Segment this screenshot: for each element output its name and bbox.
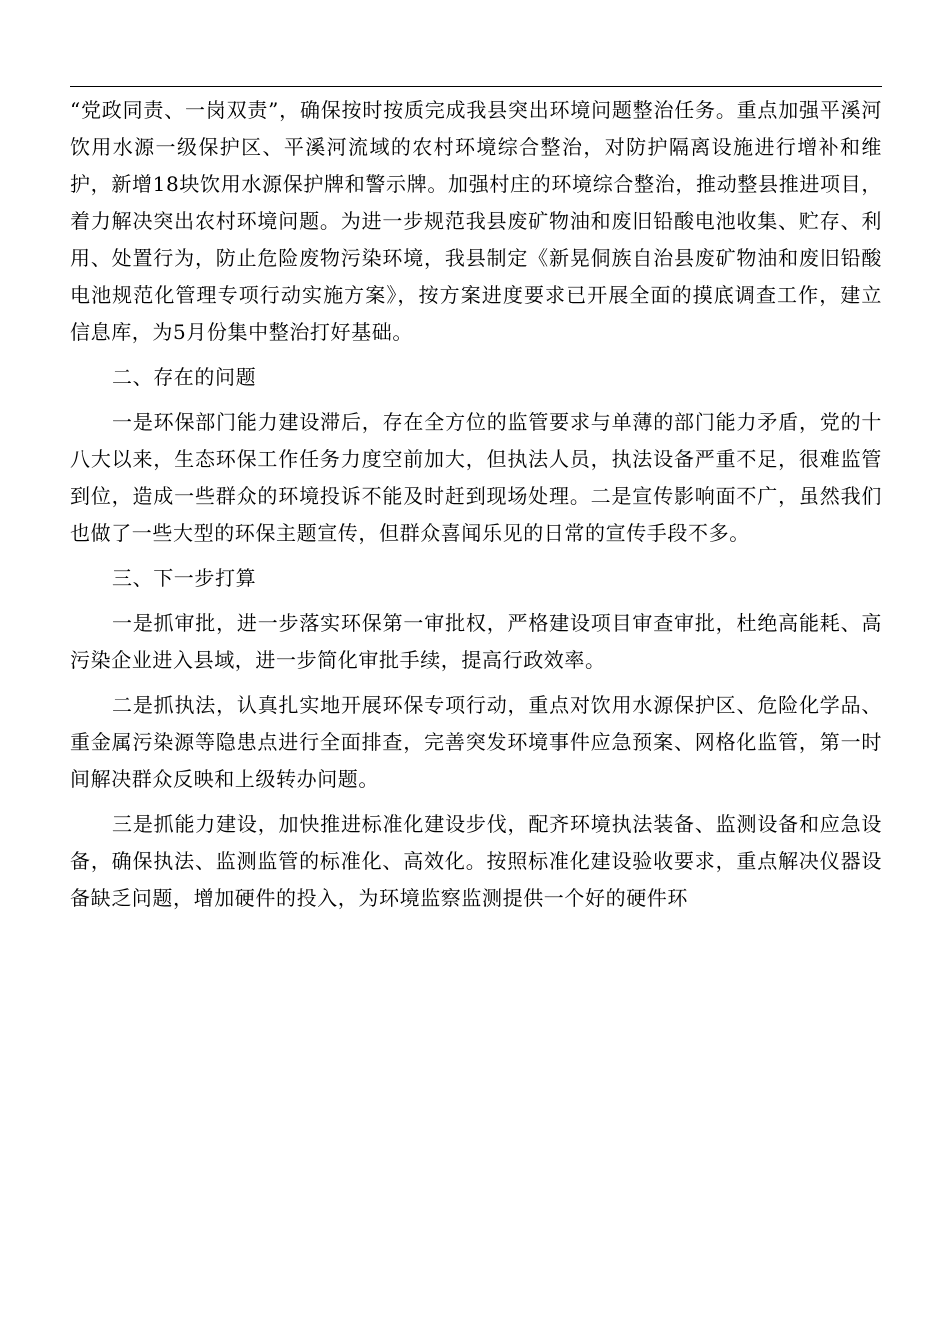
section-heading-next-steps: 三、下一步打算 (112, 566, 257, 590)
document-body (70, 92, 882, 917)
paragraph-continuation: “党政同责、一岗双责”，确保按时按质完成我县突出环境问题整治任务。重点加强平溪河饮用水源一级保护区、平溪河流域的农村环境综合整治，对防护隔离设施进行增补和维护，新增18块饮用水源保护牌和警示牌。加强村庄的环境综合整治，推动整县推进项目，着力解决突出农村环境问题。为进一步规范我县废矿物油和废旧铅酸电池收集、贮存、利用、处置行为，防止危险废物污染环境，我县制定《新晃侗族自治县废矿物油和废旧铅酸电池规范化管理专项行动实施方案》，按方案进度要求已开展全面的摸底调查工作，建立信息库，为5月份集中整治打好基础。 (70, 98, 882, 344)
paragraph-capacity: 三是抓能力建设，加快推进标准化建设步伐，配齐环境执法装备、监测设备和应急设备，确保执法、监测监管的标准化、高效化。按照标准化建设验收要求，重点解决仪器设备缺乏问题，增加硬件的投入，为环境监察监测提供一个好的硬件环 (70, 812, 882, 910)
header-divider (70, 86, 882, 87)
paragraph-enforcement: 二是抓执法，认真扎实地开展环保专项行动，重点对饮用水源保护区、危险化学品、重金属污染源等隐患点进行全面排查，完善突发环境事件应急预案、网格化监管，第一时间解决群众反映和上级转办问题。 (70, 693, 882, 791)
document-page (70, 0, 882, 1344)
paragraph-problems: 一是环保部门能力建设滞后，存在全方位的监管要求与单薄的部门能力矛盾，党的十八大以来，生态环保工作任务力度空前加大，但执法人员，执法设备严重不足，很难监管到位，造成一些群众的环境投诉不能及时赶到现场处理。二是宣传影响面不广，虽然我们也做了一些大型的环保主题宣传，但群众喜闻乐见的日常的宣传手段不多。 (70, 410, 882, 545)
section-heading-problems: 二、存在的问题 (112, 365, 257, 389)
paragraph-approval: 一是抓审批，进一步落实环保第一审批权，严格建设项目审查审批，杜绝高能耗、高污染企业进入县域，进一步简化审批手续，提高行政效率。 (70, 611, 882, 672)
